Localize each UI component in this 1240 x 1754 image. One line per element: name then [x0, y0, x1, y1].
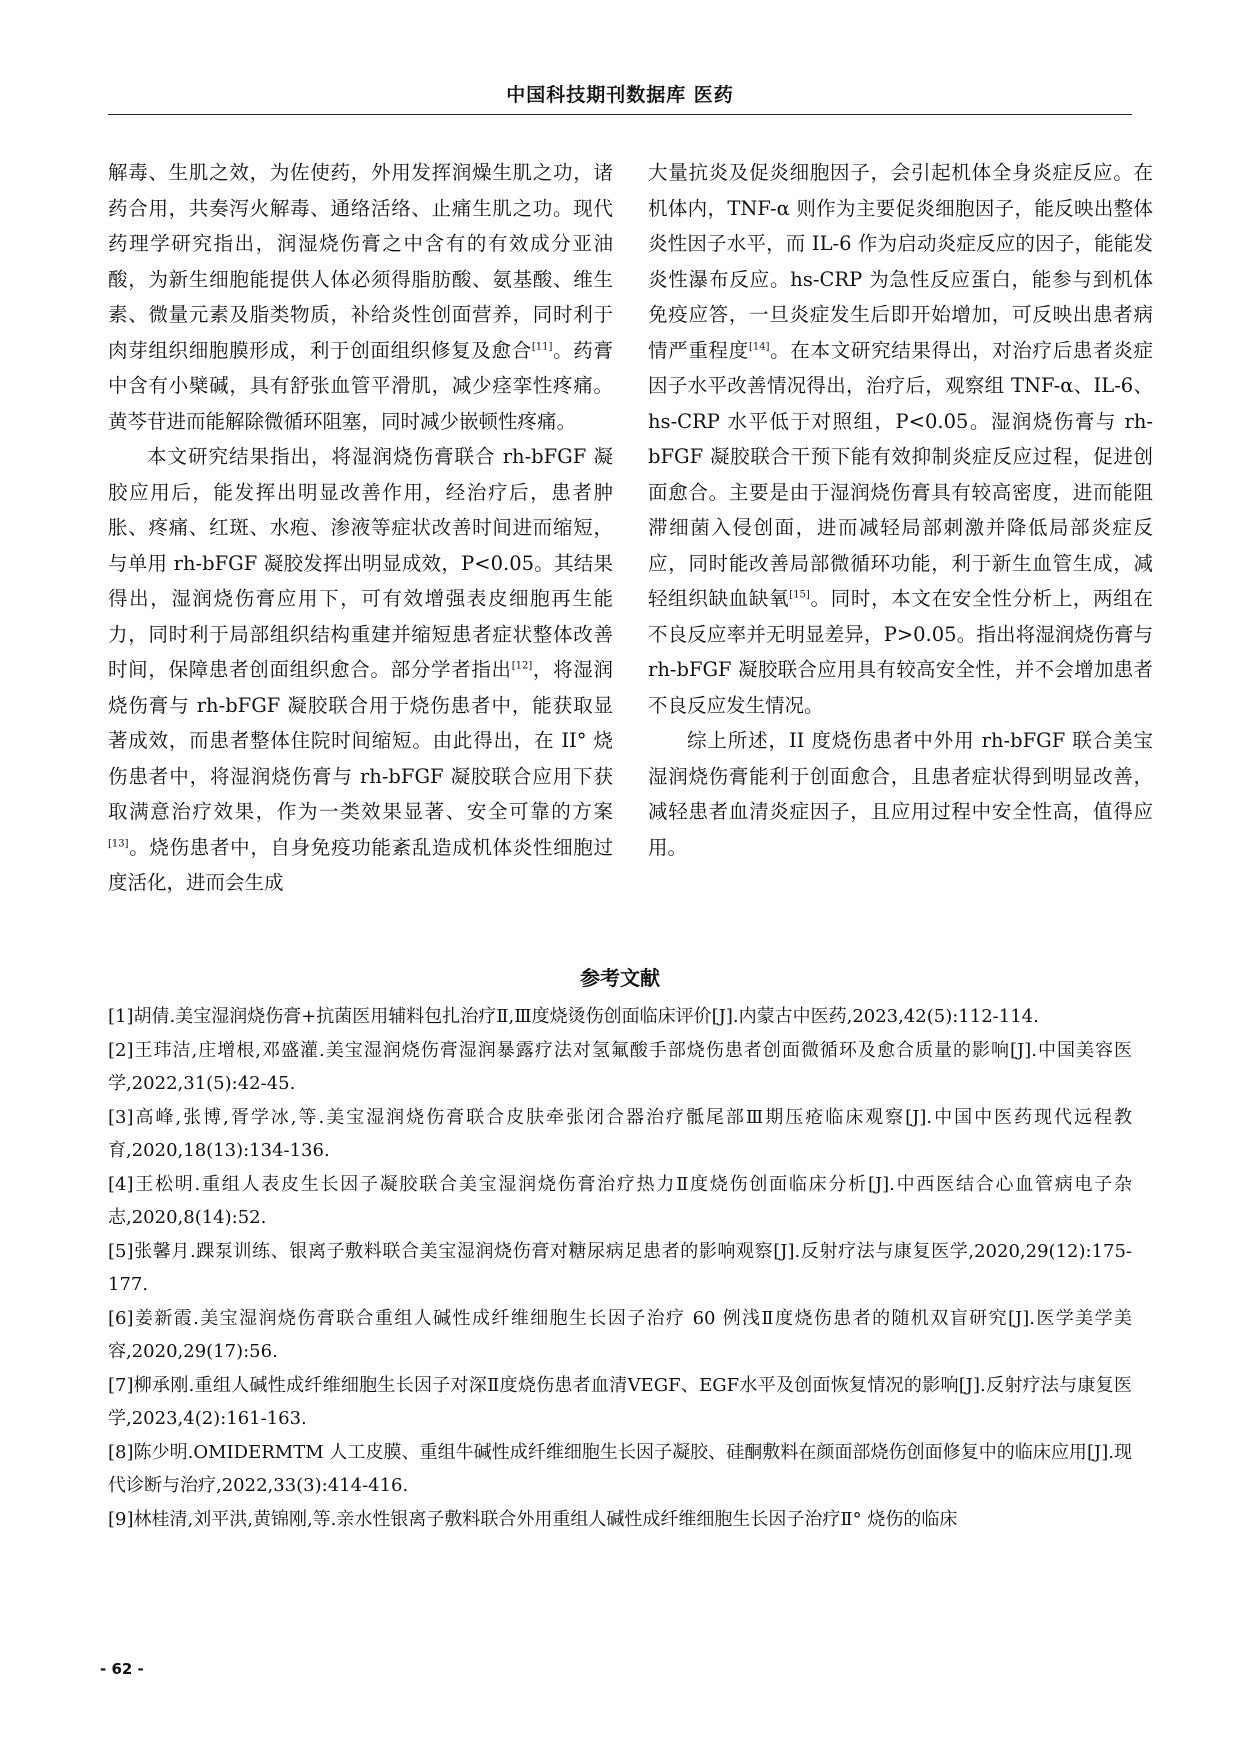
citation-13: [13] [108, 838, 129, 849]
left-p2-text-a: 本文研究结果指出，将湿润烧伤膏联合 rh-bFGF 凝胶应用后，能发挥出明显改善作用，经治疗后，患者肿胀、疼痛、红斑、水疱、渗液等症状改善时间进而缩短，与单用 rh-bFGF 凝胶发挥出明显成效，P<0.05。其结果得出，湿润烧伤膏应用下，可有效增强表皮细胞再生能力，同时利于局部组织结构重建并缩短患者症状整体改善时间，保障患者创面组织愈合。部分学者指出 [108, 445, 613, 681]
references-title: 参考文献 [580, 966, 660, 990]
page-number: - 62 - [100, 1660, 144, 1678]
citation-14: [14] [748, 341, 770, 352]
reference-item: [2]王玮洁,庄增根,邓盛灌.美宝湿润烧伤膏湿润暴露疗法对氢氟酸手部烧伤患者创面微循环及愈合质量的影响[J].中国美容医学,2022,31(5):42-45. [108, 1039, 1132, 1094]
right-p1-text-c: 。同时，本文在安全性分析上，两组在不良反应率并无明显差异，P>0.05。指出将湿润烧伤膏与 rh-bFGF 凝胶联合应用具有较高安全性，并不会增加患者不良反应发生情况。 [648, 587, 1153, 717]
reference-item: [8]陈少明.OMIDERMTM 人工皮膜、重组牛碱性成纤维细胞生长因子凝胶、硅酮敷料在颜面部烧伤创面修复中的临床应用[J].现代诊断与治疗,2022,33(3):414-416. [108, 1441, 1132, 1496]
header-divider [108, 114, 1132, 115]
left-p1-tail: 。药膏中含有小檗碱，具有舒张血管平滑肌，减少痉挛性疼痛。黄芩苷进而能解除微循环阻塞，同时减少嵌顿性疼痛。 [108, 338, 613, 433]
left-p1-text: 解毒、生肌之效，为佐使药，外用发挥润燥生肌之功，诸药合用，共奏泻火解毒、通络活络、止痛生肌之功。现代药理学研究指出，润湿烧伤膏之中含有的有效成分亚油酸，为新生细胞能提供人体必须得脂肪酸、氨基酸、维生素、微量元素及脂类物质，补给炎性创面营养，同时利于肉芽组织细胞膜形成，利于创面组织修复及愈合 [108, 161, 613, 362]
right-p1-text-b: 。在本文研究结果得出，对治疗后患者炎症因子水平改善情况得出，治疗后，观察组 TNF-α、IL-6、hs-CRP 水平低于对照组，P<0.05。湿润烧伤膏与 rh-bFGF 凝胶联合干预下能有效抑制炎症反应过程，促进创面愈合。主要是由于湿润烧伤膏具有较高密度，进而能阻滞细菌入侵创面，进而减轻局部刺激并降低局部炎症反应，同时能改善局部微循环功能，利于新生血管生成，减轻组织缺血缺氧 [648, 338, 1153, 610]
reference-item: [6]姜新霞.美宝湿润烧伤膏联合重组人碱性成纤维细胞生长因子治疗 60 例浅Ⅱ度烧伤患者的随机双盲研究[J].医学美学美容,2020,29(17):56. [108, 1307, 1132, 1362]
right-p1-text-a: 大量抗炎及促炎细胞因子，会引起机体全身炎症反应。在机体内，TNF-α 则作为主要促炎细胞因子，能反映出整体炎性因子水平，而 IL-6 作为启动炎症反应的因子，能能发炎性瀑布反应。hs-CRP 为急性反应蛋白，能参与到机体免疫应答，一旦炎症发生后即开始增加，可反映出患者病情严重程度 [648, 161, 1153, 362]
citation-12: [12] [511, 660, 533, 672]
references-list [108, 1000, 1132, 1536]
left-p2-text-c: 。烧伤患者中，自身免疫功能紊乱造成机体炎性细胞过度活化，进而会生成 [108, 835, 613, 894]
citation-15: [15] [789, 589, 810, 601]
citation-11: [11] [531, 341, 553, 352]
reference-item: [7]柳承刚.重组人碱性成纤维细胞生长因子对深Ⅱ度烧伤患者血清VEGF、EGF水平及创面恢复情况的影响[J].反射疗法与康复医学,2023,4(2):161-163. [108, 1374, 1132, 1429]
reference-item: [9]林桂清,刘平洪,黄锦刚,等.亲水性银离子敷料联合外用重组人碱性成纤维细胞生长因子治疗Ⅱ° 烧伤的临床 [108, 1508, 958, 1530]
journal-header: 中国科技期刊数据库 医药 [506, 84, 734, 106]
reference-item: [3]高峰,张博,胥学冰,等.美宝湿润烧伤膏联合皮肤牵张闭合器治疗骶尾部Ⅲ期压疮临床观察[J].中国中医药现代远程教育,2020,18(13):134-136. [108, 1106, 1132, 1161]
left-paragraph-2 [108, 439, 613, 901]
reference-item: [4]王松明.重组人表皮生长因子凝胶联合美宝湿润烧伤膏治疗热力Ⅱ度烧伤创面临床分析[J].中西医结合心血管病电子杂志,2020,8(14):52. [108, 1173, 1132, 1228]
right-paragraph-1 [648, 155, 1153, 723]
left-p2-text-b: ，将湿润烧伤膏与 rh-bFGF 凝胶联合用于烧伤患者中，能获取显著成效，而患者整体住院时间缩短。由此得出，在 II° 烧伤患者中，将湿润烧伤膏与 rh-bFGF 凝胶联合应用下获取满意治疗效果，作为一类效果显著、安全可靠的方案 [108, 658, 613, 823]
right-column [648, 155, 1153, 865]
left-column [108, 155, 613, 901]
right-paragraph-2: 综上所述，II 度烧伤患者中外用 rh-bFGF 联合美宝湿润烧伤膏能利于创面愈合，且患者症状得到明显改善，减轻患者血清炎症因子，且应用过程中安全性高，值得应用。 [648, 729, 1153, 859]
reference-item: [5]张馨月.踝泵训练、银离子敷料联合美宝湿润烧伤膏对糖尿病足患者的影响观察[J].反射疗法与康复医学,2020,29(12):175-177. [108, 1240, 1132, 1295]
reference-item: [1]胡倩.美宝湿润烧伤膏+抗菌医用辅料包扎治疗Ⅱ,Ⅲ度烧烫伤创面临床评价[J].内蒙古中医药,2023,42(5):112-114. [108, 1006, 1039, 1027]
left-paragraph-1 [108, 155, 613, 439]
